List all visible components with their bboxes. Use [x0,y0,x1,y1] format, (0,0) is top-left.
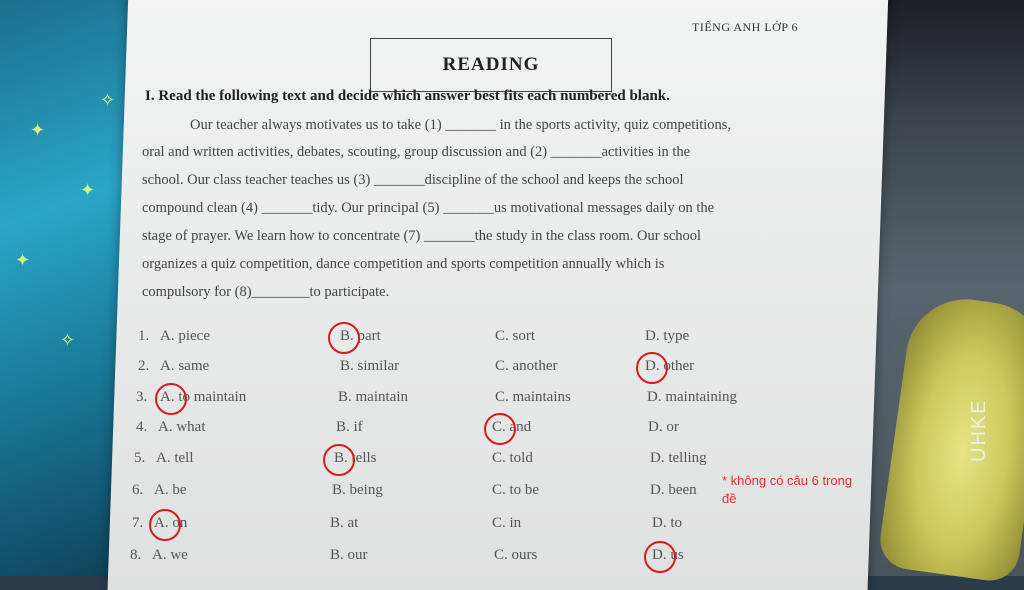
option-a[interactable]: A. to maintain [160,389,247,405]
question-row [130,547,830,573]
answer-circle-mark [155,383,187,415]
option-a[interactable]: A. same [160,358,210,374]
question-number: 1. [138,328,150,344]
option-c[interactable]: C. to be [492,482,540,498]
sparkle-icon: ✧ [100,90,116,110]
answer-circle-mark [323,444,355,476]
book-header: TIẾNG ANH LỚP 6 [692,20,799,34]
option-c[interactable]: C. another [495,358,558,374]
passage-line: school. Our class teacher teaches us (3) _______discipline of the school and keeps the school [142,172,684,188]
passage-line: oral and written activities, debates, scouting, group discussion and (2) _______activities in the [142,144,691,160]
sparkle-icon: ✦ [80,180,96,200]
question-number: 5. [134,450,146,466]
option-b[interactable]: B. maintain [338,389,408,405]
question-number: 4. [136,419,148,435]
sparkle-icon: ✦ [15,250,31,270]
option-a[interactable]: A. on [154,515,188,531]
question-number: 2. [138,358,150,374]
option-a[interactable]: A. tell [156,450,194,466]
answer-circle-mark [328,322,360,354]
passage-line: organizes a quiz competition, dance competition and sports competition annually which is [142,256,665,272]
option-d[interactable]: D. other [645,358,695,374]
option-d[interactable]: D. to [652,515,682,531]
option-c[interactable]: C. told [492,450,533,466]
answer-circle-mark [149,509,181,541]
question-number: 6. [132,482,144,498]
answer-circle-mark [644,541,676,573]
option-b[interactable]: B. being [332,482,383,498]
option-a[interactable]: A. be [154,482,187,498]
question-row [130,389,830,415]
tape-brand-label: UHKE [968,398,990,462]
option-c[interactable]: C. ours [494,547,538,563]
option-b[interactable]: B. part [340,328,381,344]
passage-line: compulsory for (8)________to participate. [142,284,390,300]
option-a[interactable]: A. what [158,419,206,435]
option-c[interactable]: C. in [492,515,522,531]
option-b[interactable]: B. if [336,419,363,435]
option-d[interactable]: D. us [652,547,684,563]
option-a[interactable]: A. we [152,547,188,563]
option-c[interactable]: C. maintains [495,389,571,405]
sparkle-icon: ✦ [30,120,46,140]
option-b[interactable]: B. tells [334,450,377,466]
option-b[interactable]: B. at [330,515,359,531]
option-d[interactable]: D. or [648,419,679,435]
section-title-box [370,38,612,92]
handwritten-note: * không có câu 6 trong đề [722,473,853,506]
question-row [130,419,830,445]
option-d[interactable]: D. been [650,482,697,498]
option-d[interactable]: D. telling [650,450,707,466]
question-number: 7. [132,515,144,531]
option-c[interactable]: C. sort [495,328,536,344]
passage-line: stage of prayer. We learn how to concentrate (7) _______the study in the class room. Our school [142,228,702,244]
passage-line: compound clean (4) _______tidy. Our principal (5) _______us motivational messages daily on the [142,200,715,216]
question-row [130,328,830,354]
answer-circle-mark [636,352,668,384]
answer-circle-mark [484,413,516,445]
exercise-instruction: I. Read the following text and decide which answer best fits each numbered blank. [145,88,670,104]
question-number: 8. [130,547,142,563]
option-d[interactable]: D. maintaining [647,389,737,405]
question-number: 3. [136,389,148,405]
section-title: READING [442,54,540,75]
option-b[interactable]: B. similar [340,358,400,374]
question-row [130,515,830,541]
option-d[interactable]: D. type [645,328,690,344]
passage-line: Our teacher always motivates us to take (1) _______ in the sports activity, quiz competitions, [190,117,732,133]
sparkle-icon: ✧ [60,330,76,350]
option-b[interactable]: B. our [330,547,368,563]
option-a[interactable]: A. piece [160,328,210,344]
question-row [130,358,830,384]
option-c[interactable]: C. and [492,419,532,435]
